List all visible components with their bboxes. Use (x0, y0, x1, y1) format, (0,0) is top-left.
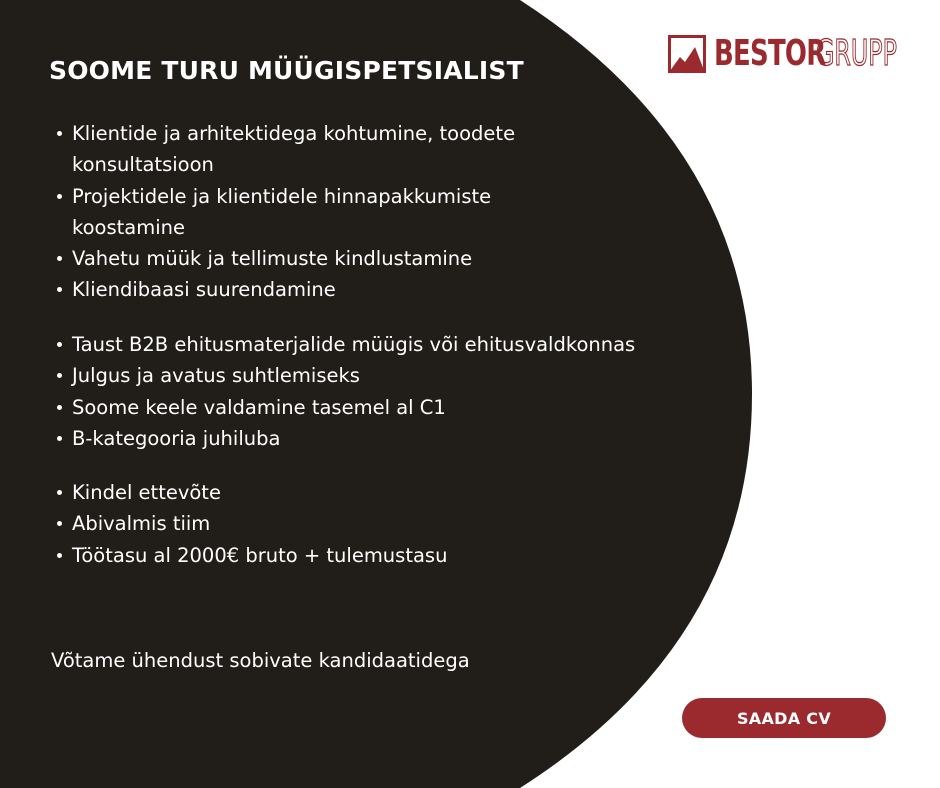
page-title: SOOME TURU MÜÜGISPETSIALIST (49, 56, 524, 85)
offers-list (0, 477, 447, 571)
house-logo-icon (668, 35, 706, 73)
list-item: Klientide ja arhitektidega kohtumine, toodete (0, 118, 515, 149)
company-logo (668, 34, 916, 74)
list-item: Abivalmis tiim (0, 508, 447, 539)
logo-word-bestor: BESTOR (714, 33, 826, 74)
list-item: Projektidele ja klientidele hinnapakkumiste (0, 181, 515, 212)
tasks-list (0, 118, 515, 306)
list-item: Töötasu al 2000€ bruto + tulemustasu (0, 540, 447, 571)
contact-note: Võtame ühendust sobivate kandidaatidega (51, 649, 470, 672)
list-item-continuation: koostamine (72, 215, 185, 239)
list-item: Soome keele valdamine tasemel al C1 (0, 392, 635, 423)
list-item: B-kategooria juhiluba (0, 423, 635, 454)
list-item: Kliendibaasi suurendamine (0, 274, 515, 305)
send-cv-button[interactable]: SAADA CV (682, 698, 886, 738)
requirements-list (0, 329, 635, 454)
list-item-continuation: konsultatsioon (72, 153, 214, 177)
list-item: Kindel ettevõte (0, 477, 447, 508)
list-item: Taust B2B ehitusmaterjalide müügis või ehitusvaldkonnas (0, 329, 635, 360)
logo-word-grupp: GRUPP (816, 33, 897, 74)
list-item: Julgus ja avatus suhtlemiseks (0, 360, 635, 391)
list-item: Vahetu müük ja tellimuste kindlustamine (0, 243, 515, 274)
